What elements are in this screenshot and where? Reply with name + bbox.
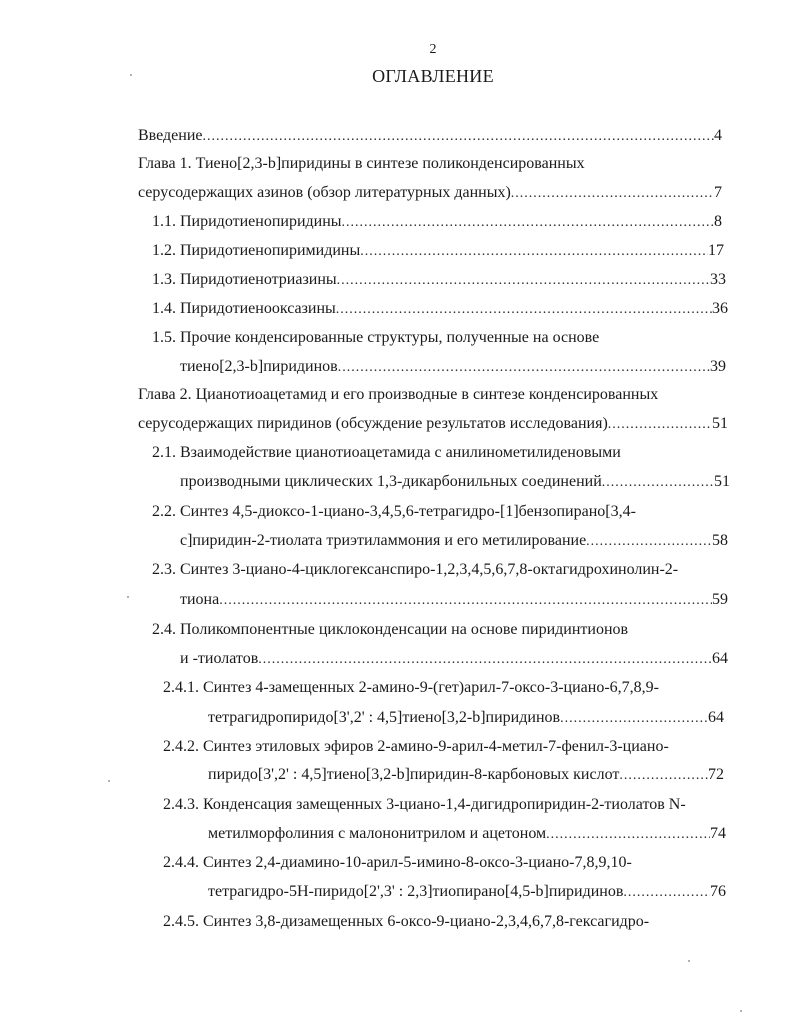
toc-entry (180, 355, 726, 379)
toc-entry (138, 152, 585, 176)
toc-leader (560, 707, 708, 731)
toc-entry-text: 2.1. Взаимодействие цианотиоацетамида с анилинометилиденовыми (152, 444, 621, 461)
toc-leader (546, 823, 710, 847)
toc-leader (586, 530, 712, 554)
toc-entry-text: тиено[2,3-b]пиридинов (180, 358, 338, 375)
toc-leader (511, 182, 714, 206)
toc-leader (258, 648, 712, 672)
toc-leader (623, 881, 710, 905)
toc-entry (180, 647, 728, 671)
toc-entry (163, 735, 669, 759)
toc-entry (208, 822, 726, 846)
scan-speck (130, 74, 132, 76)
toc-entry-text: 1.4. Пиридотиенооксазины (152, 300, 336, 317)
toc-entry (152, 268, 726, 292)
toc-entry-text: 1.1. Пиридотиенопиридины (152, 213, 342, 230)
toc-entry-page: 64 (712, 650, 728, 667)
toc-leader (608, 413, 712, 437)
toc-entry-page: 7 (714, 184, 722, 201)
toc-leader (342, 211, 714, 235)
toc-leader (360, 240, 708, 264)
toc-entry-page: 51 (714, 473, 730, 490)
toc-entry-text: и -тиолатов (180, 650, 259, 667)
toc-entry-text: 2.2. Синтез 4,5-диоксо-1-циано-3,4,5,6-тетрагидро-[1]бензопирано[3,4- (152, 503, 636, 520)
toc-entry-text: тиона (180, 591, 220, 608)
toc-entry-text: серусодержащих пиридинов (обсуждение результатов исследования) (138, 415, 608, 432)
toc-entry-text: 2.4.5. Синтез 3,8-дизамещенных 6-оксо-9-циано-2,3,4,6,7,8-гексагидро- (163, 913, 650, 930)
toc-entry (208, 763, 724, 787)
toc-entry-text: тетрагидропиридо[3',2' : 4,5]тиено[3,2-b]пиридинов (208, 709, 561, 726)
toc-entry-text: 2.4. Поликомпонентные циклоконденсации на основе пиридинтионов (152, 621, 629, 638)
page-number: 2 (429, 42, 437, 57)
toc-leader (203, 125, 715, 149)
toc-entry (152, 618, 628, 642)
toc-leader (336, 298, 712, 322)
toc-entry-page: 17 (708, 242, 724, 259)
toc-entry (208, 706, 724, 730)
toc-entry (138, 124, 722, 148)
toc-entry-page: 59 (712, 591, 728, 608)
toc-entry (138, 412, 728, 436)
toc-entry-page: 36 (712, 300, 728, 317)
toc-entry-text: производными циклических 1,3-дикарбонильных соединений (180, 473, 602, 490)
toc-entry-text: Глава 1. Тиено[2,3-b]пиридины в синтезе поликонденсированных (138, 155, 585, 172)
toc-entry-text: Введение (138, 127, 203, 144)
page-title: ОГЛАВЛЕНИЕ (372, 66, 494, 86)
toc-entry-text: 2.4.3. Конденсация замещенных 3-циано-1,4-дигидропиридин-2-тиолатов N- (163, 796, 686, 813)
toc-leader (219, 589, 712, 613)
toc-entry-text: 1.5. Прочие конденсированные структуры, полученные на основе (152, 329, 600, 346)
toc-entry-page: 74 (710, 825, 726, 842)
toc-entry (152, 558, 678, 582)
toc-entry (180, 529, 728, 553)
toc-entry (152, 297, 728, 321)
toc-leader (619, 764, 708, 788)
toc-entry-text: Глава 2. Цианотиоацетамид и его производные в синтезе конденсированных (138, 386, 659, 403)
toc-entry-page: 72 (708, 766, 724, 783)
toc-entry-page: 8 (714, 213, 722, 230)
toc-entry (163, 851, 632, 875)
toc-entry-text: 1.3. Пиридотиенотриазины (152, 271, 337, 288)
toc-entry-page: 33 (710, 271, 726, 288)
toc-entry-text: 2.4.4. Синтез 2,4-диамино-10-арил-5-имино-8-оксо-3-циано-7,8,9,10- (163, 854, 632, 871)
toc-entry-text: метилморфолиния с малононитрилом и ацетоном (208, 825, 547, 842)
toc-entry-page: 4 (714, 127, 722, 144)
toc-entry-text: c]пиридин-2-тиолата триэтиламмония и его метилирование (180, 532, 587, 549)
toc-entry (138, 383, 658, 407)
toc-entry-page: 76 (710, 883, 726, 900)
toc-entry-text: 1.2. Пиридотиенопиримидины (152, 242, 361, 259)
toc-entry (163, 676, 659, 700)
toc-entry (180, 470, 730, 494)
scan-speck (108, 780, 110, 782)
toc-entry-page: 64 (708, 709, 724, 726)
toc-entry (208, 880, 726, 904)
toc-entry (180, 588, 728, 612)
toc-entry-text: серусодержащих азинов (обзор литературных данных) (138, 184, 511, 201)
toc-entry (152, 441, 621, 465)
scan-speck (127, 596, 129, 598)
toc-entry-text: пиридо[3',2' : 4,5]тиено[3,2-b]пиридин-8-карбоновых кислот (208, 766, 620, 783)
toc-entry (152, 326, 599, 350)
scan-speck (688, 960, 690, 962)
scan-speck (740, 1010, 742, 1012)
toc-entry-page: 39 (710, 358, 726, 375)
toc-entry-page: 58 (712, 532, 728, 549)
toc-entry-page: 51 (712, 415, 728, 432)
toc-leader (602, 471, 714, 495)
toc-entry-text: 2.4.1. Синтез 4-замещенных 2-амино-9-(гет)арил-7-оксо-3-циано-6,7,8,9- (163, 679, 659, 696)
toc-entry (163, 910, 649, 934)
toc-entry-text: 2.3. Синтез 3-циано-4-циклогексанспиро-1,2,3,4,5,6,7,8-октагидрохинолин-2- (152, 561, 679, 578)
toc-entry (163, 793, 686, 817)
toc-entry (152, 239, 724, 263)
toc-entry-text: тетрагидро-5H-пиридо[2',3' : 2,3]тиопирано[4,5-b]пиридинов (208, 883, 624, 900)
toc-entry-text: 2.4.2. Синтез этиловых эфиров 2-амино-9-арил-4-метил-7-фенил-3-циано- (163, 738, 669, 755)
toc-leader (338, 356, 710, 380)
toc-leader (337, 269, 710, 293)
toc-entry (152, 210, 722, 234)
toc-entry (138, 181, 722, 205)
toc-entry (152, 500, 636, 524)
